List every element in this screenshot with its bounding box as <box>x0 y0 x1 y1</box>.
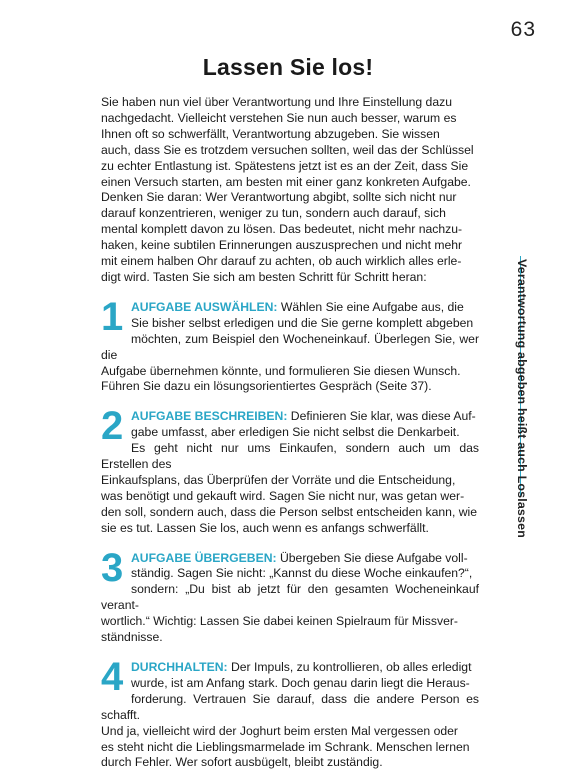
task-number: 3 <box>101 545 124 590</box>
page-number: 63 <box>510 18 536 41</box>
task-3 <box>101 545 479 646</box>
task-text: Der Impuls, zu kontrollieren, ob alles erledigt wurde, ist am Anfang stark. Doch genau darin liegt die Heraus- forderung. Vertrauen Sie darauf, dass die andere Person es schafft. Und ja, vielleicht wird der Joghurt beim ersten Mal vergessen oder es steht nicht die Lieblingsmarmelade im Schrank. Menschen lernen durch Fehler. Wer sofort ausbügelt, bleibt zuständig. <box>101 660 479 770</box>
task-heading: AUFGABE AUSWÄHLEN: <box>131 299 278 314</box>
task-2 <box>101 404 479 536</box>
page-title: Lassen Sie los! <box>202 54 374 80</box>
intro-paragraph: Sie haben nun viel über Verantwortung und Ihre Einstellung dazu nachgedacht. Vielleicht verstehen Sie nun auch besser, warum es Ihnen oft so schwerfällt, Verantwortung abzugeben. Sie wissen auch, dass Sie es trotzdem versuchen sollten, weil das der Schlüssel zu echter Entlastung ist. Spätestens jetzt ist es an der Zeit, dass Sie einen Versuch starten, am besten mit einer ganz konkreten Aufgabe. Denken Sie daran: Wer Verantwortung abgibt, sollte sich nicht nur darauf konzentrieren, weniger zu tun, sondern auch darauf, sich mental komplett davon zu lösen. Das bedeutet, nicht mehr nachzu- haken, keine subtilen Erinnerungen auszusprechen und nicht mehr mit einem halben Ohr darauf zu achten, ob auch wirklich alles erle- digt wird. Tasten Sie sich am besten Schritt für Schritt heran: <box>101 95 474 284</box>
task-heading: AUFGABE BESCHREIBEN: <box>131 409 288 424</box>
task-number: 4 <box>101 655 124 699</box>
task-1 <box>101 294 479 395</box>
task-text: Übergeben Sie diese Aufgabe voll- ständig. Sagen Sie nicht: „Kannst du diese Woche einkaufen?“, sondern: „Du bist ab jetzt für den gesamten Wocheneinkauf verant- wortlich.“ Wichtig: Lassen Sie dabei keinen Spielraum für Missver- ständnisse. <box>101 550 479 645</box>
body-text <box>101 95 479 771</box>
task-4 <box>101 655 479 771</box>
task-number: 1 <box>101 294 124 339</box>
task-paragraph <box>101 404 479 536</box>
task-paragraph <box>101 545 479 646</box>
task-text: Definieren Sie klar, was diese Auf- gabe umfasst, aber erledigen Sie nicht selbst die Denkarbeit. Es geht nicht nur ums Einkaufen, sondern auch um das Erstellen des Einkaufsplans, das Überprüfen der Vorräte und die Entscheidung, was benötigt und gekauft wird. Sagen Sie nicht nur, was getan wer- den soll, sondern auch, dass die Person selbst entscheiden kann, wie sie es tut. Lassen Sie los, auch wenn es anfangs schwerfällt. <box>101 409 479 535</box>
task-paragraph <box>101 655 479 771</box>
task-heading: DURCHHALTEN: <box>131 660 228 674</box>
task-text: Wählen Sie eine Aufgabe aus, die Sie bisher selbst erledigen und die Sie gerne komplett abgeben möchten, zum Beispiel den Wocheneinkauf. Überlegen Sie, wer die Aufgabe übernehmen könnte, und formulieren Sie diesen Wunsch. Führen Sie dazu ein lösungsorientiertes Gespräch (Seite 37). <box>101 299 479 394</box>
task-heading: AUFGABE ÜBERGEBEN: <box>131 550 277 565</box>
running-side-title: Verantwortung abgeben heißt auch Loslassen <box>515 259 529 538</box>
task-number: 2 <box>101 404 124 449</box>
task-paragraph <box>101 294 479 395</box>
